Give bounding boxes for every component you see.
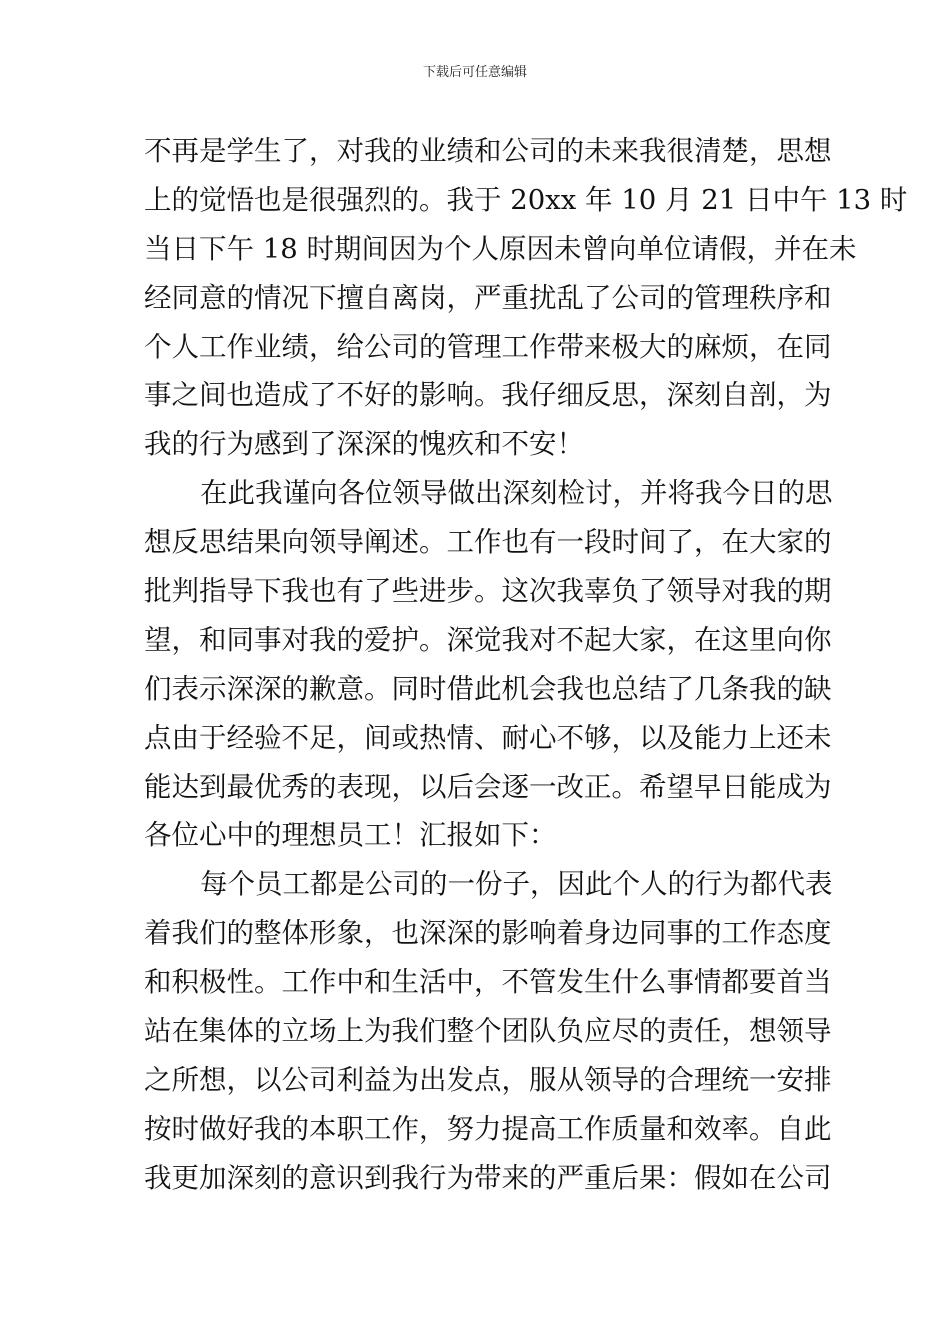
text-line: 望，和同事对我的爱护。深觉我对不起大家，在这里向你	[144, 623, 832, 656]
text-line: 我的行为感到了深深的愧疚和不安！	[144, 428, 584, 461]
paragraph-start-line: 在此我谨向各位领导做出深刻检讨，并将我今日的思	[200, 477, 833, 510]
page-header	[0, 64, 950, 82]
text-line: 能达到最优秀的表现，以后会逐一改正。希望早日能成为	[144, 770, 832, 803]
text-line: 经同意的情况下擅自离岗，严重扰乱了公司的管理秩序和	[144, 281, 832, 314]
document-body	[144, 127, 908, 1203]
text-line: 站在集体的立场上为我们整个团队负应尽的责任，想领导	[144, 1015, 832, 1048]
header-text: 下载后可任意编辑	[422, 65, 527, 80]
text-line: 之所想，以公司利益为出发点，服从领导的合理统一安排	[144, 1063, 832, 1096]
text-line: 着我们的整体形象，也深深的影响着身边同事的工作态度	[144, 917, 832, 950]
text-line: 我更加深刻的意识到我行为带来的严重后果：假如在公司	[144, 1161, 832, 1194]
text-line: 和积极性。工作中和生活中，不管发生什么事情都要首当	[144, 966, 832, 999]
text-line: 各位心中的理想员工！汇报如下：	[144, 819, 557, 852]
text-line: 按时做好我的本职工作，努力提高工作质量和效率。自此	[144, 1112, 832, 1145]
text-line: 当日下午 18 时期间因为个人原因未曾向单位请假，并在未	[144, 232, 857, 265]
text-line: 批判指导下我也有了些进步。这次我辜负了领导对我的期	[144, 575, 832, 608]
text-line: 不再是学生了，对我的业绩和公司的未来我很清楚，思想	[144, 135, 832, 167]
text-line: 上的觉悟也是很强烈的。我于 20xx 年 10 月 21 日中午 13 时	[144, 183, 908, 216]
text-line: 们表示深深的歉意。同时借此机会我也总结了几条我的缺	[144, 672, 832, 705]
text-line: 想反思结果向领导阐述。工作也有一段时间了，在大家的	[144, 526, 832, 559]
text-line: 事之间也造成了不好的影响。我仔细反思，深刻自剖，为	[144, 379, 832, 412]
text-line: 点由于经验不足，间或热情、耐心不够，以及能力上还未	[144, 721, 832, 754]
paragraph-start-line: 每个员工都是公司的一份子，因此个人的行为都代表	[200, 868, 833, 901]
text-line: 个人工作业绩，给公司的管理工作带来极大的麻烦，在同	[144, 330, 832, 363]
